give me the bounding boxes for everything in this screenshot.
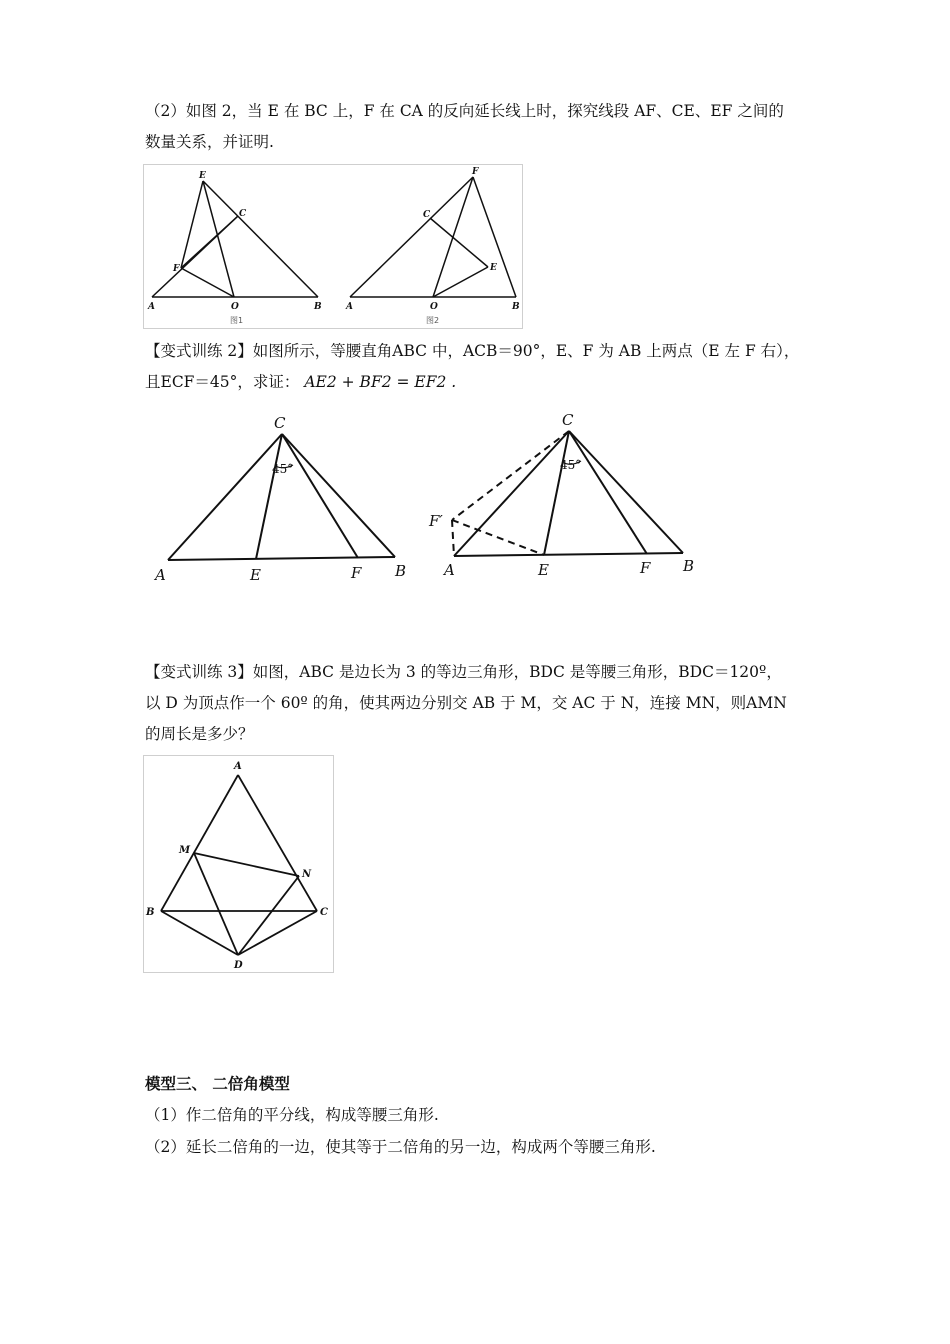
ex3-label-A: A: [234, 761, 242, 772]
ex2R-seg-AB: [454, 553, 683, 556]
ex2L-label-B: B: [395, 562, 407, 580]
ex2R-label-Fp: F′: [429, 512, 443, 530]
q2-line2: 数量关系，并证明.: [145, 133, 274, 151]
fig2-label-E: E: [490, 263, 497, 273]
fig1-label-E: E: [199, 171, 206, 181]
ex2R-angle-label: 45°: [560, 458, 582, 472]
ex2L-label-F: F: [351, 564, 362, 582]
fig1-seg-EF: [181, 181, 203, 268]
ex2R-label-E: E: [538, 561, 549, 579]
q2-line1: （2）如图 2，当 E 在 BC 上，F 在 CA 的反向延长线上时，探究线段 AF、CE、EF 之间的: [145, 102, 784, 120]
fig1-label-A: A: [148, 302, 155, 312]
fig1-label-B: B: [314, 302, 322, 312]
model3-title: 模型三、 二倍角模型: [145, 1075, 290, 1093]
fig1-label-O: O: [231, 302, 239, 312]
ex2-line2-prefix: 且ECF＝45°，求证：: [145, 373, 300, 391]
q2-paragraph: [145, 96, 805, 158]
ex2L-label-A: A: [155, 566, 166, 584]
fig2-label-O: O: [430, 302, 438, 312]
ex2L-seg-CE: [256, 434, 282, 559]
ex3-seg-BD: [161, 911, 238, 955]
fig2-seg-CE: [430, 218, 488, 267]
ex2R-seg-CF: [569, 431, 647, 554]
ex3-seg-AB: [161, 775, 238, 911]
ex3-label-M: M: [179, 845, 191, 856]
fig1-caption: 图1: [230, 316, 244, 325]
figure-ex2: [150, 410, 710, 585]
fig1-seg-FO: [181, 268, 234, 297]
model3-item2: （2）延长二倍角的一边，使其等于二倍角的另一边，构成两个等腰三角形.: [145, 1138, 656, 1156]
figure-pair: [143, 164, 521, 327]
ex3-seg-MN: [194, 853, 299, 876]
fig2-label-F: F: [472, 167, 479, 177]
ex2-paragraph: [145, 336, 805, 398]
ex3-label-N: N: [302, 869, 312, 880]
ex2R-seg-CA: [454, 431, 569, 556]
fig2-caption: 图2: [426, 316, 440, 325]
fig1-seg-FC: [181, 216, 238, 268]
fig2-label-A: A: [346, 302, 353, 312]
figure-ex3: [143, 755, 332, 971]
fig2-seg-AF: [350, 177, 473, 297]
ex3-paragraph: [145, 657, 805, 750]
ex3-line1: 【变式训练 3】如图，ABC 是边长为 3 的等边三角形，BDC 是等腰三角形，BDC＝120º，: [145, 663, 782, 681]
ex2R-seg-CE: [544, 431, 569, 555]
ex2R-label-B: B: [683, 557, 695, 575]
ex2L-seg-CF: [282, 434, 358, 558]
ex2R-dash-FpE: [452, 520, 544, 555]
ex2L-seg-CB: [282, 434, 395, 557]
ex3-seg-CD: [238, 911, 317, 955]
ex3-label-C: C: [320, 907, 328, 918]
ex2L-label-E: E: [250, 566, 261, 584]
fig2-label-C: C: [423, 210, 431, 220]
ex2R-dash-FpA: [452, 520, 454, 556]
ex2R-label-F: F: [640, 559, 651, 577]
ex3-line3: 的周长是多少？: [145, 725, 254, 743]
ex3-seg-AC: [238, 775, 317, 911]
ex2R-label-A: A: [444, 561, 455, 579]
model3-item1: （1）作二倍角的平分线，构成等腰三角形.: [145, 1106, 439, 1124]
ex2R-dash-CFp: [452, 431, 569, 520]
fig2-label-B: B: [512, 302, 520, 312]
ex2-line1: 【变式训练 2】如图所示，等腰直角ABC 中，ACB＝90°，E、F 为 AB 上两点（E 左 F 右），: [145, 342, 800, 360]
ex3-seg-MD: [194, 853, 238, 955]
fig1-label-F: F: [173, 264, 180, 274]
ex3-label-D: D: [234, 960, 243, 971]
ex2R-label-C: C: [562, 411, 574, 429]
ex2L-angle-label: 45°: [272, 462, 294, 476]
fig1-seg-BE: [203, 181, 318, 297]
ex3-line2: 以 D 为顶点作一个 60º 的角，使其两边分别交 AB 于 M，交 AC 于 N，连接 MN，则AMN: [145, 694, 787, 712]
ex2R-seg-CB: [569, 431, 683, 553]
ex2-formula: AE2 + BF2 = EF2 .: [304, 373, 457, 391]
ex2L-label-C: C: [274, 414, 286, 432]
fig1-seg-EO: [203, 181, 234, 297]
fig1-label-C: C: [239, 209, 247, 219]
ex2L-seg-CA: [168, 434, 282, 560]
fig2-seg-FB: [473, 177, 516, 297]
ex2L-seg-AB: [168, 557, 395, 560]
ex3-seg-ND: [238, 876, 299, 955]
ex3-label-B: B: [146, 907, 155, 918]
